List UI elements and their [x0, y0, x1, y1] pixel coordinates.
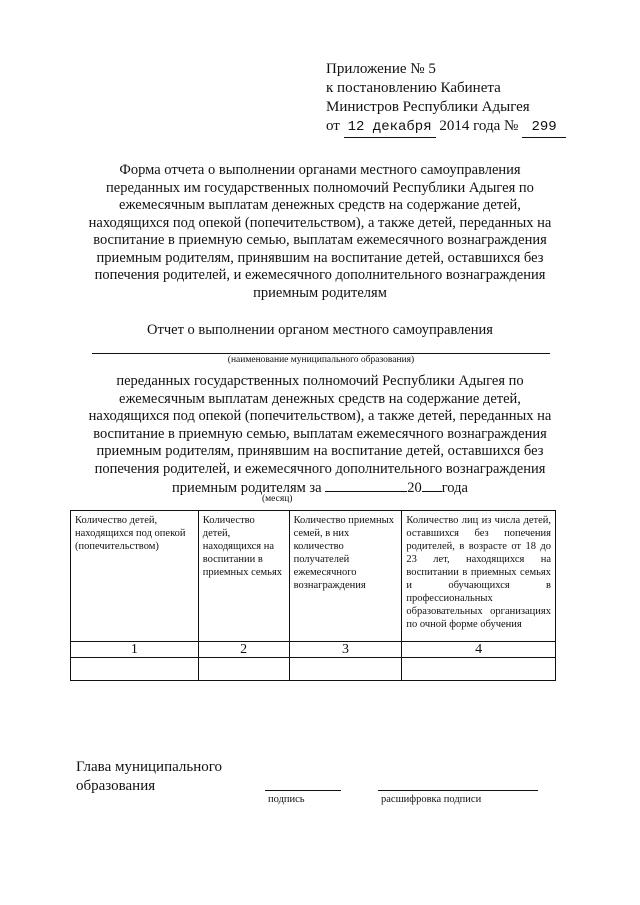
- report-for-prefix: приемным родителям за: [172, 480, 322, 496]
- table-header-cell: Количество приемных семей, в них количество получателей ежемесячного вознаграждения: [289, 511, 402, 642]
- decode-line[interactable]: [378, 790, 538, 791]
- form-title-line: приемным родителям: [253, 284, 387, 301]
- table-cell[interactable]: [198, 658, 289, 681]
- signature-title-line-2: образования: [76, 778, 156, 794]
- form-title-line: приемным родителям, принявшим на воспитание детей, оставшихся без: [96, 249, 544, 266]
- form-title-line: переданных им государственных полномочий Республики Адыгея по: [106, 179, 534, 196]
- report-line: находящихся под опекой (попечительством), а также детей, переданных на: [88, 408, 552, 424]
- table-header-cell: Количество детей, находящихся на воспитании в приемных семьях: [198, 511, 289, 642]
- form-title-line: находящихся под опекой (попечительством), а также детей, переданных на: [88, 214, 552, 231]
- table-number-cell: 3: [289, 642, 402, 658]
- report-line: попечения родителей, и ежемесячного дополнительного вознаграждения: [94, 460, 546, 477]
- table-header-cell: Количество лиц из числа детей, оставшихся без попечения родителей, в возрасте от 18 до 23 лет, находящихся на воспитании в приемных семьях и обучающихся в профессиональных образовательных организациях по очной форме обучения: [402, 511, 556, 642]
- year-suffix: года: [441, 480, 468, 496]
- table-number-cell: 4: [402, 642, 556, 658]
- table-cell[interactable]: [402, 658, 556, 681]
- report-line: ежемесячным выплатам денежных средств на содержание детей,: [119, 390, 521, 407]
- table-number-cell: 1: [71, 642, 199, 658]
- signature-caption: подпись: [268, 794, 305, 805]
- appendix-block: [326, 60, 566, 138]
- year-prefix: 20: [407, 480, 422, 496]
- municipality-name-line[interactable]: [92, 353, 550, 354]
- report-body: [60, 373, 580, 498]
- table-row: [71, 658, 556, 681]
- report-period-line: [60, 478, 580, 498]
- form-title-line: попечения родителей, и ежемесячного дополнительного вознаграждения: [94, 267, 546, 283]
- table-cell[interactable]: [289, 658, 402, 681]
- appendix-number: 299: [522, 118, 566, 138]
- appendix-date-line: [326, 117, 566, 138]
- municipality-caption: (наименование муниципального образования): [227, 355, 415, 365]
- appendix-from-prefix: от: [326, 118, 340, 134]
- table-number-row: [71, 642, 556, 658]
- year-field[interactable]: [422, 478, 442, 492]
- signature-title-line-1: Глава муниципального: [76, 759, 223, 775]
- form-title-line: Форма отчета о выполнении органами местного самоуправления: [119, 162, 521, 178]
- signature-line[interactable]: [265, 790, 341, 791]
- appendix-date: 12 декабря: [344, 118, 436, 138]
- report-line: переданных государственных полномочий Республики Адыгея по: [116, 373, 524, 389]
- form-title: [60, 162, 580, 302]
- report-heading: Отчет о выполнении органом местного самоуправления: [147, 322, 493, 338]
- decode-caption: расшифровка подписи: [381, 794, 482, 805]
- appendix-line-3: Министров Республики Адыгея: [326, 99, 530, 115]
- form-title-line: воспитание в приемную семью, выплатам ежемесячного вознаграждения: [93, 232, 547, 248]
- appendix-line-2: к постановлению Кабинета: [326, 80, 501, 96]
- report-table: [70, 510, 556, 681]
- form-title-line: ежемесячным выплатам денежных средств на содержание детей,: [119, 197, 521, 213]
- month-field[interactable]: [325, 478, 407, 492]
- table-cell[interactable]: [71, 658, 199, 681]
- appendix-line-1: Приложение № 5: [326, 61, 436, 77]
- month-caption: (месяц): [262, 494, 293, 504]
- signature-title: [76, 758, 222, 796]
- table-header-cell: Количество детей, находящихся под опекой (попечительством): [71, 511, 199, 642]
- report-line: приемным родителям, принявшим на воспитание детей, оставшихся без: [96, 443, 544, 459]
- table-number-cell: 2: [198, 642, 289, 658]
- appendix-year-text: 2014 года №: [439, 118, 519, 134]
- report-line: воспитание в приемную семью, выплатам ежемесячного вознаграждения: [93, 425, 547, 442]
- table-header-row: [71, 511, 556, 642]
